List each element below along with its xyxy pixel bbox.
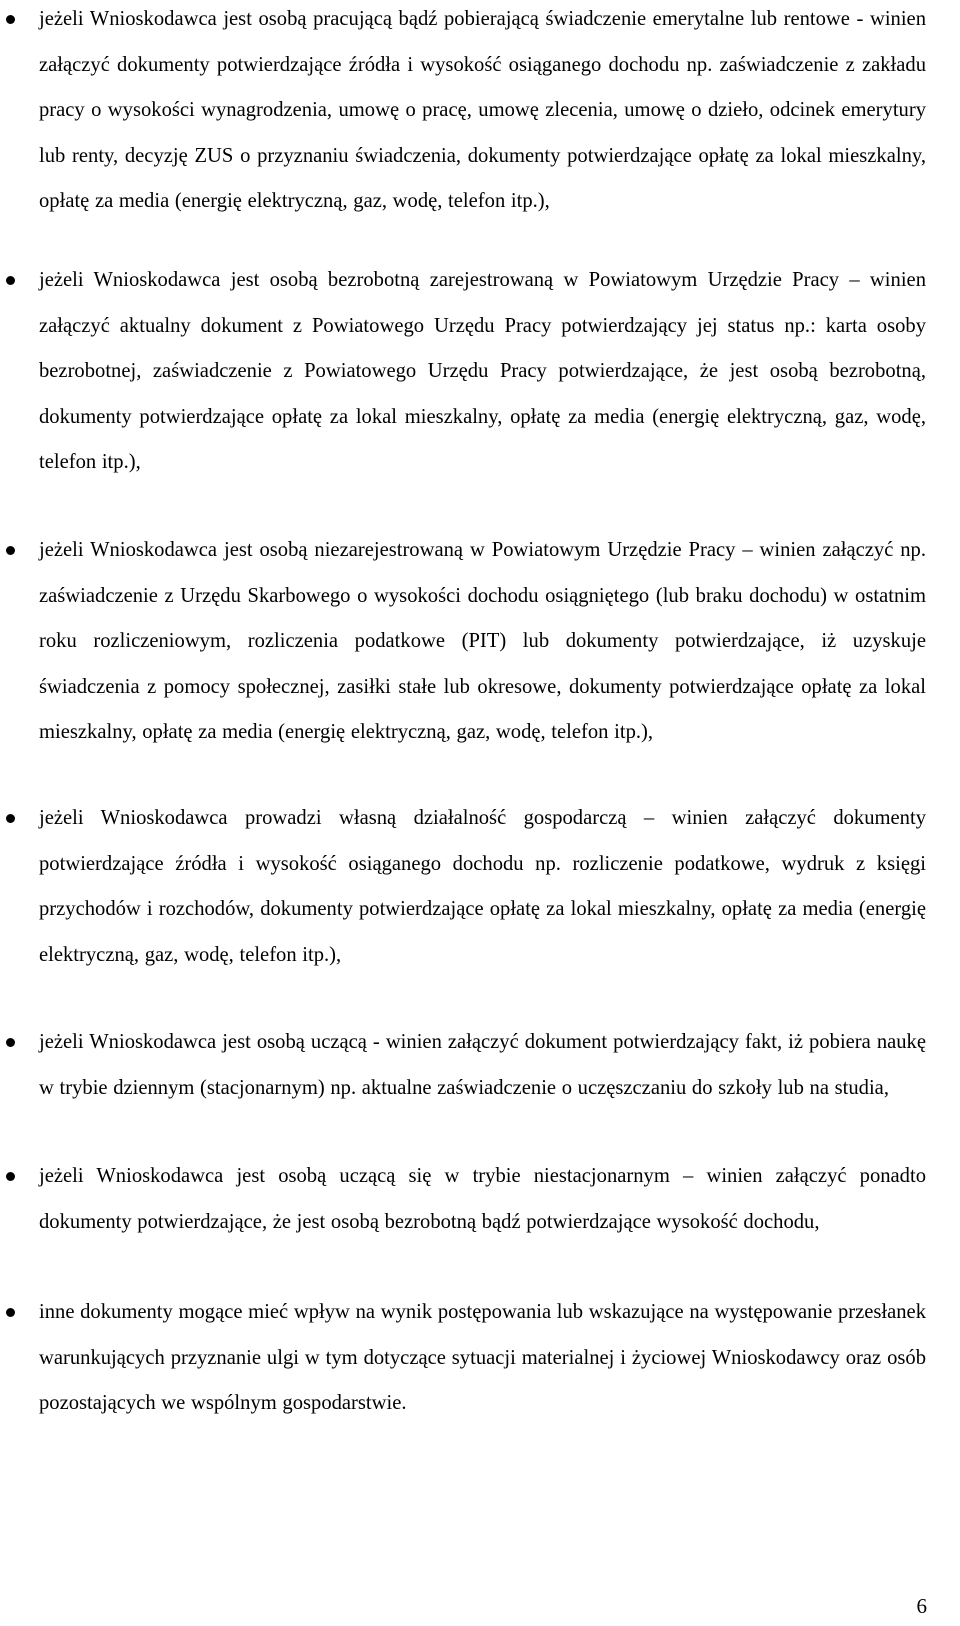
list-item-text: jeżeli Wnioskodawca jest osobą bezrobotną zarejestrowaną w Powiatowym Urzędzie Pracy – winien załączyć aktualny dokument z Powiatowego Urzędu Pracy potwierdzający jej status np.: karta osoby bezrobotnej, zaświadczenie z Powiatowego Urzędu Pracy potwierdzające, że jest osobą bezrobotną, dokumenty potwierdzające opłatę za lokal mieszkalny, opłatę za media (energię elektryczną, gaz, wodę, telefon itp.), — [39, 269, 926, 473]
bullet-icon — [6, 1172, 15, 1181]
list-item-text: jeżeli Wnioskodawca jest osobą pracującą bądź pobierającą świadczenie emerytalne lub rentowe - winien załączyć dokumenty potwierdzające źródła i wysokość osiąganego dochodu np. zaświadczenie z zakładu pracy o wysokości wynagrodzenia, umowę o pracę, umowę zlecenia, umowę o dzieło, odcinek emerytury lub renty, decyzję ZUS o przyznaniu świadczenia, dokumenty potwierdzające opłatę za lokal mieszkalny, opłatę za media (energię elektryczną, gaz, wodę, telefon itp.), — [39, 8, 926, 212]
list-item-employed — [39, 0, 926, 225]
list-item-text: jeżeli Wnioskodawca jest osobą niezarejestrowaną w Powiatowym Urzędzie Pracy – winien załączyć np. zaświadczenie z Urzędu Skarbowego o wysokości dochodu osiągniętego (lub braku dochodu) w ostatnim roku rozliczeniowym, rozliczenia podatkowe (PIT) lub dokumenty potwierdzające, iż uzyskuje świadczenia z pomocy społecznej, zasiłki stałe lub okresowe, dokumenty potwierdzające opłatę za lokal mieszkalny, opłatę za media (energię elektryczną, gaz, wodę, telefon itp.), — [39, 539, 926, 743]
list-item-text: jeżeli Wnioskodawca jest osobą uczącą się w trybie niestacjonarnym – winien załączyć ponadto dokumenty potwierdzające, że jest osobą bezrobotną bądź potwierdzające wysokość dochodu, — [39, 1165, 926, 1233]
list-item-part-time-student — [39, 1154, 926, 1245]
bullet-icon — [6, 1038, 15, 1047]
bullet-icon — [6, 814, 15, 823]
list-item-business — [39, 796, 926, 978]
page-number: 6 — [916, 1594, 927, 1618]
bullet-icon — [6, 15, 15, 24]
list-item-text: jeżeli Wnioskodawca jest osobą uczącą - winien załączyć dokument potwierdzający fakt, iż pobiera naukę w trybie dziennym (stacjonarnym) np. aktualne zaświadczenie o uczęszczaniu do szkoły lub na studia, — [39, 1031, 926, 1099]
list-item-other-documents — [39, 1290, 926, 1427]
bullet-icon — [6, 546, 15, 555]
list-item-text: jeżeli Wnioskodawca prowadzi własną działalność gospodarczą – winien załączyć dokumenty potwierdzające źródła i wysokość osiąganego dochodu np. rozliczenie podatkowe, wydruk z księgi przychodów i rozchodów, dokumenty potwierdzające opłatę za lokal mieszkalny, opłatę za media (energię elektryczną, gaz, wodę, telefon itp.), — [39, 807, 926, 966]
list-item-student — [39, 1020, 926, 1111]
list-item-unregistered — [39, 528, 926, 756]
list-item-registered-unemployed — [39, 258, 926, 486]
bullet-icon — [6, 276, 15, 285]
list-item-text: inne dokumenty mogące mieć wpływ na wynik postępowania lub wskazujące na występowanie przesłanek warunkujących przyznanie ulgi w tym dotyczące sytuacji materialnej i życiowej Wnioskodawcy oraz osób pozostających we wspólnym gospodarstwie. — [39, 1301, 926, 1414]
bullet-icon — [6, 1308, 15, 1317]
